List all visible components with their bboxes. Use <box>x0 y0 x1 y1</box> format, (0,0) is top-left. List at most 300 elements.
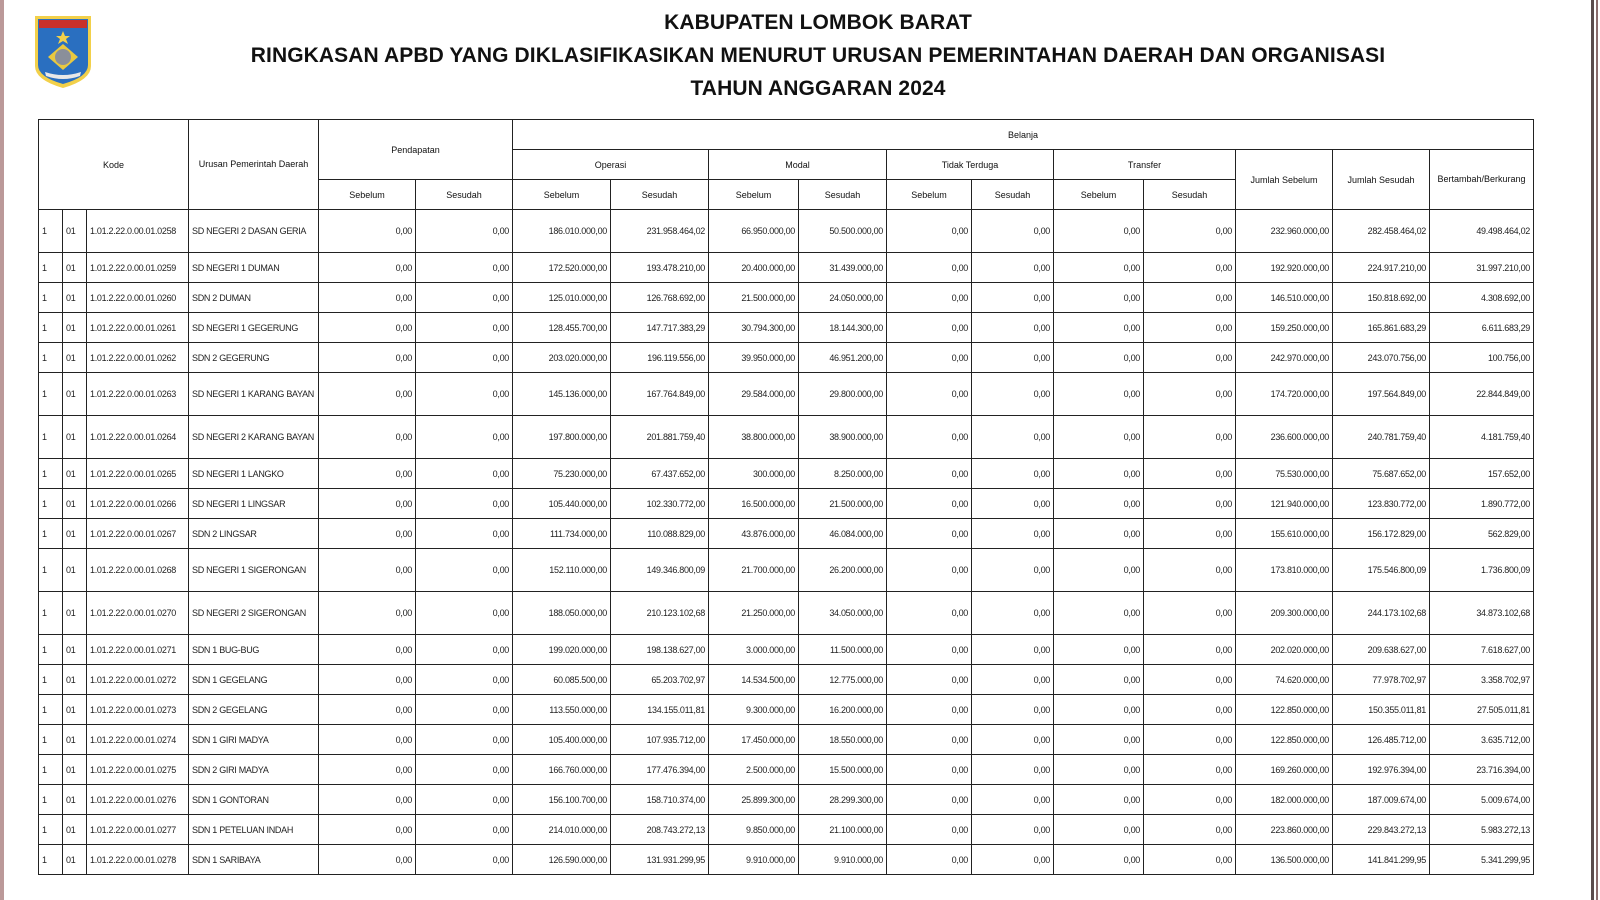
cell-bertambah-berkurang: 49.498.464,02 <box>1430 210 1534 253</box>
cell-transfer-sebelum: 0,00 <box>1054 489 1144 519</box>
cell-transfer-sesudah: 0,00 <box>1144 635 1236 665</box>
cell-operasi-sebelum: 60.085.500,00 <box>513 665 611 695</box>
col-transfer-sesudah: Sesudah <box>1144 180 1236 210</box>
cell-operasi-sesudah: 196.119.556,00 <box>611 343 709 373</box>
cell-pendapatan-sebelum: 0,00 <box>319 845 416 875</box>
cell-kode-organisasi: 1.01.2.22.0.00.01.0271 <box>87 635 189 665</box>
cell-unit-name: SDN 2 DUMAN <box>189 283 319 313</box>
cell-jumlah-sesudah: 175.546.800,09 <box>1333 549 1430 592</box>
cell-transfer-sesudah: 0,00 <box>1144 549 1236 592</box>
cell-pendapatan-sebelum: 0,00 <box>319 695 416 725</box>
cell-jumlah-sebelum: 223.860.000,00 <box>1236 815 1333 845</box>
cell-bertambah-berkurang: 5.009.674,00 <box>1430 785 1534 815</box>
cell-modal-sebelum: 21.700.000,00 <box>709 549 799 592</box>
cell-kode-urusan: 1 <box>39 725 63 755</box>
cell-kode-organisasi: 1.01.2.22.0.00.01.0274 <box>87 725 189 755</box>
cell-kode-organisasi: 1.01.2.22.0.00.01.0275 <box>87 755 189 785</box>
cell-modal-sebelum: 39.950.000,00 <box>709 343 799 373</box>
cell-tidak-terduga-sebelum: 0,00 <box>887 253 972 283</box>
cell-pendapatan-sebelum: 0,00 <box>319 785 416 815</box>
col-belanja: Belanja <box>513 120 1534 150</box>
cell-pendapatan-sesudah: 0,00 <box>416 592 513 635</box>
cell-modal-sebelum: 30.794.300,00 <box>709 313 799 343</box>
cell-pendapatan-sesudah: 0,00 <box>416 785 513 815</box>
col-tidak-terduga-sesudah: Sesudah <box>972 180 1054 210</box>
cell-kode-organisasi: 1.01.2.22.0.00.01.0278 <box>87 845 189 875</box>
cell-operasi-sebelum: 197.800.000,00 <box>513 416 611 459</box>
cell-operasi-sebelum: 172.520.000,00 <box>513 253 611 283</box>
col-modal-sebelum: Sebelum <box>709 180 799 210</box>
cell-operasi-sesudah: 167.764.849,00 <box>611 373 709 416</box>
cell-operasi-sesudah: 198.138.627,00 <box>611 635 709 665</box>
cell-tidak-terduga-sesudah: 0,00 <box>972 845 1054 875</box>
cell-modal-sesudah: 34.050.000,00 <box>799 592 887 635</box>
cell-pendapatan-sebelum: 0,00 <box>319 343 416 373</box>
cell-modal-sebelum: 9.910.000,00 <box>709 845 799 875</box>
cell-transfer-sebelum: 0,00 <box>1054 755 1144 785</box>
cell-operasi-sesudah: 149.346.800,09 <box>611 549 709 592</box>
cell-bertambah-berkurang: 4.181.759,40 <box>1430 416 1534 459</box>
cell-bertambah-berkurang: 4.308.692,00 <box>1430 283 1534 313</box>
cell-pendapatan-sesudah: 0,00 <box>416 725 513 755</box>
cell-kode-organisasi: 1.01.2.22.0.00.01.0265 <box>87 459 189 489</box>
cell-modal-sebelum: 9.850.000,00 <box>709 815 799 845</box>
cell-kode-bidang: 01 <box>63 210 87 253</box>
cell-bertambah-berkurang: 1.736.800,09 <box>1430 549 1534 592</box>
col-jumlah-sesudah: Jumlah Sesudah <box>1333 150 1430 210</box>
cell-bertambah-berkurang: 34.873.102,68 <box>1430 592 1534 635</box>
cell-jumlah-sesudah: 197.564.849,00 <box>1333 373 1430 416</box>
cell-kode-organisasi: 1.01.2.22.0.00.01.0277 <box>87 815 189 845</box>
cell-unit-name: SD NEGERI 2 DASAN GERIA <box>189 210 319 253</box>
cell-bertambah-berkurang: 22.844.849,00 <box>1430 373 1534 416</box>
cell-operasi-sebelum: 156.100.700,00 <box>513 785 611 815</box>
cell-transfer-sebelum: 0,00 <box>1054 519 1144 549</box>
cell-operasi-sesudah: 110.088.829,00 <box>611 519 709 549</box>
cell-kode-bidang: 01 <box>63 416 87 459</box>
cell-tidak-terduga-sebelum: 0,00 <box>887 549 972 592</box>
cell-transfer-sebelum: 0,00 <box>1054 592 1144 635</box>
table-row <box>39 373 1534 416</box>
cell-transfer-sesudah: 0,00 <box>1144 785 1236 815</box>
cell-bertambah-berkurang: 6.611.683,29 <box>1430 313 1534 343</box>
cell-bertambah-berkurang: 7.618.627,00 <box>1430 635 1534 665</box>
cell-pendapatan-sesudah: 0,00 <box>416 755 513 785</box>
cell-transfer-sebelum: 0,00 <box>1054 785 1144 815</box>
cell-kode-bidang: 01 <box>63 592 87 635</box>
cell-tidak-terduga-sesudah: 0,00 <box>972 489 1054 519</box>
cell-transfer-sebelum: 0,00 <box>1054 725 1144 755</box>
cell-operasi-sebelum: 113.550.000,00 <box>513 695 611 725</box>
cell-modal-sebelum: 16.500.000,00 <box>709 489 799 519</box>
cell-kode-organisasi: 1.01.2.22.0.00.01.0270 <box>87 592 189 635</box>
cell-kode-organisasi: 1.01.2.22.0.00.01.0261 <box>87 313 189 343</box>
cell-pendapatan-sebelum: 0,00 <box>319 635 416 665</box>
cell-tidak-terduga-sebelum: 0,00 <box>887 695 972 725</box>
table-row <box>39 785 1534 815</box>
cell-jumlah-sebelum: 74.620.000,00 <box>1236 665 1333 695</box>
table-row <box>39 815 1534 845</box>
cell-operasi-sesudah: 158.710.374,00 <box>611 785 709 815</box>
cell-kode-organisasi: 1.01.2.22.0.00.01.0260 <box>87 283 189 313</box>
cell-bertambah-berkurang: 27.505.011,81 <box>1430 695 1534 725</box>
cell-unit-name: SD NEGERI 1 LINGSAR <box>189 489 319 519</box>
cell-pendapatan-sebelum: 0,00 <box>319 283 416 313</box>
cell-tidak-terduga-sesudah: 0,00 <box>972 343 1054 373</box>
cell-kode-organisasi: 1.01.2.22.0.00.01.0263 <box>87 373 189 416</box>
cell-modal-sesudah: 18.144.300,00 <box>799 313 887 343</box>
cell-kode-urusan: 1 <box>39 459 63 489</box>
table-row <box>39 592 1534 635</box>
cell-transfer-sebelum: 0,00 <box>1054 210 1144 253</box>
cell-unit-name: SDN 1 BUG-BUG <box>189 635 319 665</box>
col-kode: Kode <box>39 120 189 210</box>
cell-kode-bidang: 01 <box>63 283 87 313</box>
table-row <box>39 695 1534 725</box>
cell-jumlah-sesudah: 150.355.011,81 <box>1333 695 1430 725</box>
cell-modal-sesudah: 46.951.200,00 <box>799 343 887 373</box>
cell-tidak-terduga-sesudah: 0,00 <box>972 373 1054 416</box>
cell-unit-name: SD NEGERI 2 KARANG BAYAN <box>189 416 319 459</box>
cell-kode-urusan: 1 <box>39 416 63 459</box>
cell-operasi-sebelum: 188.050.000,00 <box>513 592 611 635</box>
cell-unit-name: SD NEGERI 1 KARANG BAYAN <box>189 373 319 416</box>
cell-transfer-sebelum: 0,00 <box>1054 635 1144 665</box>
cell-jumlah-sebelum: 146.510.000,00 <box>1236 283 1333 313</box>
cell-kode-urusan: 1 <box>39 785 63 815</box>
cell-operasi-sesudah: 147.717.383,29 <box>611 313 709 343</box>
cell-tidak-terduga-sesudah: 0,00 <box>972 755 1054 785</box>
cell-pendapatan-sesudah: 0,00 <box>416 519 513 549</box>
cell-kode-organisasi: 1.01.2.22.0.00.01.0258 <box>87 210 189 253</box>
cell-jumlah-sesudah: 282.458.464,02 <box>1333 210 1430 253</box>
cell-kode-organisasi: 1.01.2.22.0.00.01.0259 <box>87 253 189 283</box>
cell-transfer-sebelum: 0,00 <box>1054 313 1144 343</box>
cell-jumlah-sesudah: 224.917.210,00 <box>1333 253 1430 283</box>
cell-jumlah-sebelum: 174.720.000,00 <box>1236 373 1333 416</box>
col-modal-sesudah: Sesudah <box>799 180 887 210</box>
cell-jumlah-sebelum: 122.850.000,00 <box>1236 695 1333 725</box>
cell-kode-urusan: 1 <box>39 283 63 313</box>
cell-kode-bidang: 01 <box>63 549 87 592</box>
cell-modal-sebelum: 20.400.000,00 <box>709 253 799 283</box>
cell-pendapatan-sesudah: 0,00 <box>416 210 513 253</box>
cell-pendapatan-sesudah: 0,00 <box>416 283 513 313</box>
cell-jumlah-sebelum: 232.960.000,00 <box>1236 210 1333 253</box>
table-row <box>39 283 1534 313</box>
cell-kode-bidang: 01 <box>63 785 87 815</box>
cell-transfer-sesudah: 0,00 <box>1144 373 1236 416</box>
cell-transfer-sesudah: 0,00 <box>1144 343 1236 373</box>
cell-tidak-terduga-sebelum: 0,00 <box>887 725 972 755</box>
page-right-border <box>1591 0 1594 900</box>
table-row <box>39 519 1534 549</box>
cell-unit-name: SDN 2 GEGERUNG <box>189 343 319 373</box>
cell-unit-name: SDN 2 GIRI MADYA <box>189 755 319 785</box>
cell-kode-organisasi: 1.01.2.22.0.00.01.0268 <box>87 549 189 592</box>
cell-operasi-sesudah: 65.203.702,97 <box>611 665 709 695</box>
cell-unit-name: SDN 1 GIRI MADYA <box>189 725 319 755</box>
cell-modal-sesudah: 46.084.000,00 <box>799 519 887 549</box>
cell-jumlah-sebelum: 155.610.000,00 <box>1236 519 1333 549</box>
cell-pendapatan-sesudah: 0,00 <box>416 343 513 373</box>
cell-transfer-sesudah: 0,00 <box>1144 416 1236 459</box>
cell-transfer-sebelum: 0,00 <box>1054 343 1144 373</box>
page-right-border-inner <box>1596 0 1598 900</box>
cell-jumlah-sebelum: 121.940.000,00 <box>1236 489 1333 519</box>
cell-transfer-sesudah: 0,00 <box>1144 253 1236 283</box>
cell-operasi-sesudah: 67.437.652,00 <box>611 459 709 489</box>
cell-transfer-sesudah: 0,00 <box>1144 592 1236 635</box>
cell-tidak-terduga-sesudah: 0,00 <box>972 815 1054 845</box>
cell-jumlah-sesudah: 229.843.272,13 <box>1333 815 1430 845</box>
col-bertambah-berkurang: Bertambah/Berkurang <box>1430 150 1534 210</box>
cell-transfer-sebelum: 0,00 <box>1054 845 1144 875</box>
cell-tidak-terduga-sebelum: 0,00 <box>887 283 972 313</box>
cell-bertambah-berkurang: 562.829,00 <box>1430 519 1534 549</box>
cell-tidak-terduga-sesudah: 0,00 <box>972 519 1054 549</box>
cell-jumlah-sesudah: 77.978.702,97 <box>1333 665 1430 695</box>
table-row <box>39 549 1534 592</box>
cell-transfer-sebelum: 0,00 <box>1054 695 1144 725</box>
cell-jumlah-sesudah: 123.830.772,00 <box>1333 489 1430 519</box>
cell-modal-sebelum: 9.300.000,00 <box>709 695 799 725</box>
cell-operasi-sebelum: 126.590.000,00 <box>513 845 611 875</box>
cell-tidak-terduga-sesudah: 0,00 <box>972 313 1054 343</box>
col-transfer: Transfer <box>1054 150 1236 180</box>
cell-tidak-terduga-sebelum: 0,00 <box>887 210 972 253</box>
cell-kode-organisasi: 1.01.2.22.0.00.01.0266 <box>87 489 189 519</box>
cell-kode-bidang: 01 <box>63 845 87 875</box>
cell-tidak-terduga-sesudah: 0,00 <box>972 283 1054 313</box>
cell-tidak-terduga-sebelum: 0,00 <box>887 592 972 635</box>
cell-operasi-sesudah: 107.935.712,00 <box>611 725 709 755</box>
cell-pendapatan-sebelum: 0,00 <box>319 253 416 283</box>
cell-pendapatan-sesudah: 0,00 <box>416 695 513 725</box>
cell-tidak-terduga-sebelum: 0,00 <box>887 459 972 489</box>
cell-transfer-sebelum: 0,00 <box>1054 283 1144 313</box>
cell-transfer-sebelum: 0,00 <box>1054 815 1144 845</box>
cell-modal-sesudah: 50.500.000,00 <box>799 210 887 253</box>
cell-jumlah-sebelum: 236.600.000,00 <box>1236 416 1333 459</box>
cell-kode-urusan: 1 <box>39 665 63 695</box>
cell-operasi-sesudah: 131.931.299,95 <box>611 845 709 875</box>
col-urusan: Urusan Pemerintah Daerah <box>189 120 319 210</box>
cell-jumlah-sesudah: 244.173.102,68 <box>1333 592 1430 635</box>
cell-bertambah-berkurang: 5.341.299,95 <box>1430 845 1534 875</box>
cell-modal-sesudah: 8.250.000,00 <box>799 459 887 489</box>
cell-kode-bidang: 01 <box>63 815 87 845</box>
cell-modal-sesudah: 18.550.000,00 <box>799 725 887 755</box>
cell-pendapatan-sebelum: 0,00 <box>319 665 416 695</box>
cell-jumlah-sebelum: 136.500.000,00 <box>1236 845 1333 875</box>
col-operasi-sebelum: Sebelum <box>513 180 611 210</box>
cell-tidak-terduga-sebelum: 0,00 <box>887 755 972 785</box>
cell-tidak-terduga-sebelum: 0,00 <box>887 343 972 373</box>
cell-kode-bidang: 01 <box>63 725 87 755</box>
cell-transfer-sesudah: 0,00 <box>1144 665 1236 695</box>
cell-transfer-sesudah: 0,00 <box>1144 725 1236 755</box>
col-modal: Modal <box>709 150 887 180</box>
cell-kode-bidang: 01 <box>63 489 87 519</box>
cell-jumlah-sebelum: 192.920.000,00 <box>1236 253 1333 283</box>
table-row <box>39 459 1534 489</box>
col-operasi: Operasi <box>513 150 709 180</box>
table-row <box>39 725 1534 755</box>
cell-operasi-sesudah: 208.743.272,13 <box>611 815 709 845</box>
page-left-border <box>0 0 4 900</box>
cell-transfer-sebelum: 0,00 <box>1054 549 1144 592</box>
cell-jumlah-sesudah: 240.781.759,40 <box>1333 416 1430 459</box>
cell-kode-organisasi: 1.01.2.22.0.00.01.0276 <box>87 785 189 815</box>
cell-pendapatan-sesudah: 0,00 <box>416 313 513 343</box>
cell-modal-sebelum: 29.584.000,00 <box>709 373 799 416</box>
cell-modal-sesudah: 16.200.000,00 <box>799 695 887 725</box>
cell-operasi-sesudah: 231.958.464,02 <box>611 210 709 253</box>
cell-modal-sebelum: 38.800.000,00 <box>709 416 799 459</box>
cell-kode-urusan: 1 <box>39 519 63 549</box>
cell-transfer-sebelum: 0,00 <box>1054 253 1144 283</box>
cell-operasi-sesudah: 193.478.210,00 <box>611 253 709 283</box>
cell-unit-name: SD NEGERI 2 SIGERONGAN <box>189 592 319 635</box>
cell-operasi-sesudah: 210.123.102,68 <box>611 592 709 635</box>
cell-pendapatan-sesudah: 0,00 <box>416 373 513 416</box>
cell-pendapatan-sebelum: 0,00 <box>319 459 416 489</box>
cell-tidak-terduga-sebelum: 0,00 <box>887 635 972 665</box>
table-row <box>39 755 1534 785</box>
cell-operasi-sesudah: 177.476.394,00 <box>611 755 709 785</box>
cell-bertambah-berkurang: 1.890.772,00 <box>1430 489 1534 519</box>
cell-pendapatan-sesudah: 0,00 <box>416 459 513 489</box>
cell-kode-bidang: 01 <box>63 313 87 343</box>
cell-operasi-sesudah: 126.768.692,00 <box>611 283 709 313</box>
cell-transfer-sebelum: 0,00 <box>1054 459 1144 489</box>
cell-operasi-sebelum: 203.020.000,00 <box>513 343 611 373</box>
cell-tidak-terduga-sebelum: 0,00 <box>887 416 972 459</box>
cell-kode-urusan: 1 <box>39 210 63 253</box>
cell-pendapatan-sebelum: 0,00 <box>319 210 416 253</box>
cell-modal-sesudah: 26.200.000,00 <box>799 549 887 592</box>
cell-transfer-sesudah: 0,00 <box>1144 755 1236 785</box>
cell-tidak-terduga-sesudah: 0,00 <box>972 592 1054 635</box>
cell-modal-sebelum: 2.500.000,00 <box>709 755 799 785</box>
cell-unit-name: SDN 1 GONTORAN <box>189 785 319 815</box>
cell-tidak-terduga-sesudah: 0,00 <box>972 695 1054 725</box>
cell-modal-sesudah: 28.299.300,00 <box>799 785 887 815</box>
cell-kode-bidang: 01 <box>63 253 87 283</box>
cell-jumlah-sesudah: 141.841.299,95 <box>1333 845 1430 875</box>
cell-jumlah-sebelum: 173.810.000,00 <box>1236 549 1333 592</box>
cell-modal-sebelum: 14.534.500,00 <box>709 665 799 695</box>
cell-operasi-sebelum: 166.760.000,00 <box>513 755 611 785</box>
cell-pendapatan-sebelum: 0,00 <box>319 549 416 592</box>
cell-tidak-terduga-sesudah: 0,00 <box>972 549 1054 592</box>
cell-modal-sebelum: 66.950.000,00 <box>709 210 799 253</box>
cell-transfer-sesudah: 0,00 <box>1144 815 1236 845</box>
cell-unit-name: SDN 2 GEGELANG <box>189 695 319 725</box>
cell-tidak-terduga-sebelum: 0,00 <box>887 519 972 549</box>
cell-tidak-terduga-sebelum: 0,00 <box>887 313 972 343</box>
cell-jumlah-sebelum: 209.300.000,00 <box>1236 592 1333 635</box>
cell-kode-urusan: 1 <box>39 253 63 283</box>
cell-modal-sebelum: 300.000,00 <box>709 459 799 489</box>
cell-pendapatan-sesudah: 0,00 <box>416 549 513 592</box>
cell-jumlah-sebelum: 242.970.000,00 <box>1236 343 1333 373</box>
col-pendapatan-sesudah: Sesudah <box>416 180 513 210</box>
cell-modal-sesudah: 12.775.000,00 <box>799 665 887 695</box>
cell-jumlah-sebelum: 202.020.000,00 <box>1236 635 1333 665</box>
cell-kode-bidang: 01 <box>63 665 87 695</box>
cell-kode-urusan: 1 <box>39 635 63 665</box>
cell-operasi-sebelum: 152.110.000,00 <box>513 549 611 592</box>
cell-unit-name: SD NEGERI 1 SIGERONGAN <box>189 549 319 592</box>
cell-pendapatan-sesudah: 0,00 <box>416 845 513 875</box>
cell-transfer-sesudah: 0,00 <box>1144 519 1236 549</box>
cell-modal-sebelum: 25.899.300,00 <box>709 785 799 815</box>
cell-transfer-sebelum: 0,00 <box>1054 416 1144 459</box>
cell-pendapatan-sebelum: 0,00 <box>319 755 416 785</box>
table-row <box>39 210 1534 253</box>
cell-unit-name: SDN 1 SARIBAYA <box>189 845 319 875</box>
table-row <box>39 489 1534 519</box>
cell-jumlah-sesudah: 243.070.756,00 <box>1333 343 1430 373</box>
cell-bertambah-berkurang: 3.358.702,97 <box>1430 665 1534 695</box>
table-row <box>39 253 1534 283</box>
cell-modal-sebelum: 21.250.000,00 <box>709 592 799 635</box>
cell-kode-urusan: 1 <box>39 373 63 416</box>
cell-pendapatan-sesudah: 0,00 <box>416 815 513 845</box>
cell-tidak-terduga-sesudah: 0,00 <box>972 253 1054 283</box>
cell-kode-organisasi: 1.01.2.22.0.00.01.0262 <box>87 343 189 373</box>
cell-pendapatan-sebelum: 0,00 <box>319 313 416 343</box>
report-title: RINGKASAN APBD YANG DIKLASIFIKASIKAN MENURUT URUSAN PEMERINTAHAN DAERAH DAN ORGANISASI <box>250 44 1386 67</box>
cell-tidak-terduga-sebelum: 0,00 <box>887 785 972 815</box>
table-body <box>39 210 1534 875</box>
cell-unit-name: SD NEGERI 1 LANGKO <box>189 459 319 489</box>
cell-operasi-sebelum: 199.020.000,00 <box>513 635 611 665</box>
cell-kode-urusan: 1 <box>39 815 63 845</box>
cell-jumlah-sebelum: 122.850.000,00 <box>1236 725 1333 755</box>
cell-tidak-terduga-sebelum: 0,00 <box>887 489 972 519</box>
cell-unit-name: SDN 1 GEGELANG <box>189 665 319 695</box>
cell-transfer-sesudah: 0,00 <box>1144 459 1236 489</box>
cell-pendapatan-sebelum: 0,00 <box>319 489 416 519</box>
cell-pendapatan-sesudah: 0,00 <box>416 416 513 459</box>
cell-operasi-sebelum: 214.010.000,00 <box>513 815 611 845</box>
cell-jumlah-sesudah: 165.861.683,29 <box>1333 313 1430 343</box>
cell-operasi-sebelum: 145.136.000,00 <box>513 373 611 416</box>
cell-jumlah-sebelum: 182.000.000,00 <box>1236 785 1333 815</box>
cell-jumlah-sesudah: 209.638.627,00 <box>1333 635 1430 665</box>
cell-bertambah-berkurang: 23.716.394,00 <box>1430 755 1534 785</box>
cell-modal-sesudah: 21.500.000,00 <box>799 489 887 519</box>
cell-jumlah-sesudah: 156.172.829,00 <box>1333 519 1430 549</box>
cell-bertambah-berkurang: 157.652,00 <box>1430 459 1534 489</box>
cell-pendapatan-sebelum: 0,00 <box>319 725 416 755</box>
cell-jumlah-sesudah: 192.976.394,00 <box>1333 755 1430 785</box>
cell-kode-bidang: 01 <box>63 695 87 725</box>
cell-pendapatan-sesudah: 0,00 <box>416 253 513 283</box>
cell-kode-urusan: 1 <box>39 489 63 519</box>
col-pendapatan-sebelum: Sebelum <box>319 180 416 210</box>
report-title-block <box>0 6 1600 105</box>
cell-tidak-terduga-sesudah: 0,00 <box>972 725 1054 755</box>
cell-tidak-terduga-sebelum: 0,00 <box>887 845 972 875</box>
cell-modal-sebelum: 21.500.000,00 <box>709 283 799 313</box>
cell-kode-organisasi: 1.01.2.22.0.00.01.0273 <box>87 695 189 725</box>
cell-transfer-sesudah: 0,00 <box>1144 313 1236 343</box>
cell-modal-sesudah: 11.500.000,00 <box>799 635 887 665</box>
